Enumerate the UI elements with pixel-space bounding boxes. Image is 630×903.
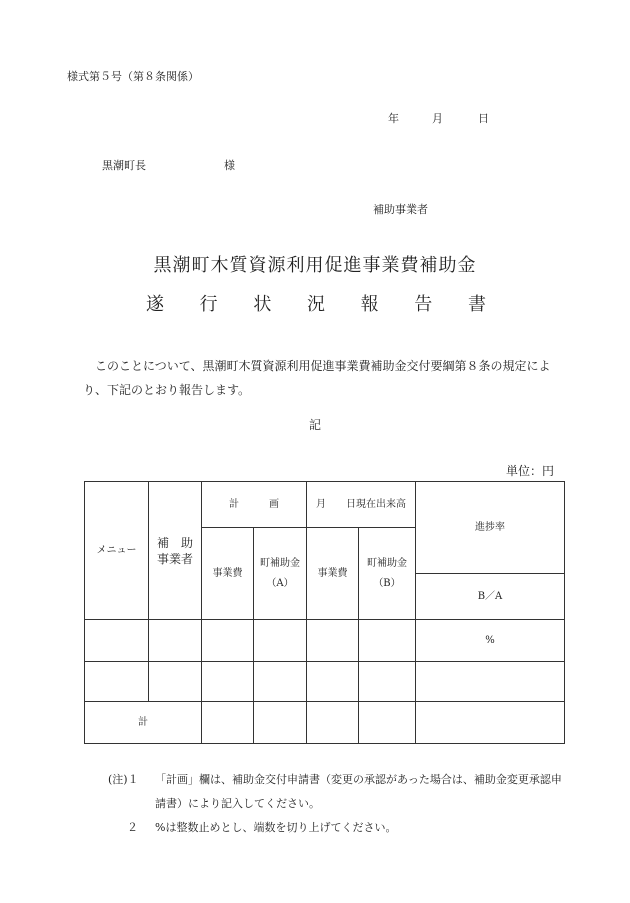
document-title: 黒潮町木質資源利用促進事業費補助金 bbox=[153, 255, 477, 276]
note-text: %は整数止めとし、端数を切り上げてください。 bbox=[155, 821, 397, 834]
note-item bbox=[108, 768, 565, 816]
date-year: 年 bbox=[388, 112, 399, 125]
table-cell bbox=[85, 662, 149, 702]
recipient: 黒潮町長 bbox=[102, 159, 146, 172]
table-cell bbox=[149, 662, 202, 702]
table-cell bbox=[416, 662, 565, 702]
applicant-label: 補助事業者 bbox=[373, 203, 428, 216]
table-cell bbox=[254, 702, 307, 744]
table-cell bbox=[359, 702, 416, 744]
note-text: 「計画」欄は、補助金交付申請書（変更の承認があった場合は、補助金変更承認申請書）により記入してください。 bbox=[155, 773, 562, 810]
subtitle-char: 況 bbox=[306, 294, 325, 315]
subtitle-char: 行 bbox=[199, 294, 218, 315]
unit-label: 単位：円 bbox=[506, 464, 555, 478]
form-number: 様式第５号（第８条関係） bbox=[67, 70, 199, 83]
header-actual: 月 日現在出来高 bbox=[307, 482, 416, 528]
table-cell bbox=[307, 620, 359, 662]
note-mark: ２ bbox=[127, 821, 138, 834]
date-day: 日 bbox=[478, 112, 489, 125]
header-progress: 進捗率 bbox=[416, 482, 565, 574]
honorific: 様 bbox=[224, 159, 235, 172]
report-table bbox=[84, 481, 565, 744]
header-project-cost-2: 事業費 bbox=[307, 528, 359, 620]
date-line bbox=[388, 110, 489, 126]
header-subsidy-a: 町補助金 （A） bbox=[254, 528, 307, 620]
note-mark: (注)１ bbox=[108, 773, 139, 786]
document-subtitle bbox=[146, 290, 486, 316]
header-project-cost: 事業費 bbox=[202, 528, 254, 620]
header-ratio: B／A bbox=[416, 574, 565, 620]
subtitle-char: 告 bbox=[414, 294, 433, 315]
percent-cell: % bbox=[416, 620, 565, 662]
header-menu: メニュー bbox=[85, 482, 149, 620]
table-cell bbox=[202, 662, 254, 702]
table-cell bbox=[202, 620, 254, 662]
table-cell bbox=[202, 702, 254, 744]
subtitle-char: 報 bbox=[360, 294, 379, 315]
header-subsidy-b: 町補助金 （B） bbox=[359, 528, 416, 620]
header-plan: 計 画 bbox=[202, 482, 307, 528]
date-month: 月 bbox=[432, 112, 443, 125]
table-cell bbox=[149, 620, 202, 662]
table-cell bbox=[254, 662, 307, 702]
total-label: 計 bbox=[85, 702, 202, 744]
note-item bbox=[108, 816, 565, 840]
table-cell bbox=[359, 620, 416, 662]
body-paragraph: このことについて、黒潮町木質資源利用促進事業費補助金交付要綱第８条の規定により、下記のとおり報告します。 bbox=[83, 359, 551, 397]
table-cell bbox=[416, 702, 565, 744]
subtitle-char: 遂 bbox=[146, 294, 164, 315]
header-operator: 補 助 事業者 bbox=[149, 482, 202, 620]
table-cell bbox=[307, 662, 359, 702]
ki-heading: 記 bbox=[308, 418, 321, 432]
table-cell bbox=[307, 702, 359, 744]
subtitle-char: 書 bbox=[467, 294, 486, 315]
subtitle-char: 状 bbox=[253, 294, 272, 315]
table-cell bbox=[359, 662, 416, 702]
notes bbox=[108, 768, 565, 840]
table-cell bbox=[85, 620, 149, 662]
table-cell bbox=[254, 620, 307, 662]
